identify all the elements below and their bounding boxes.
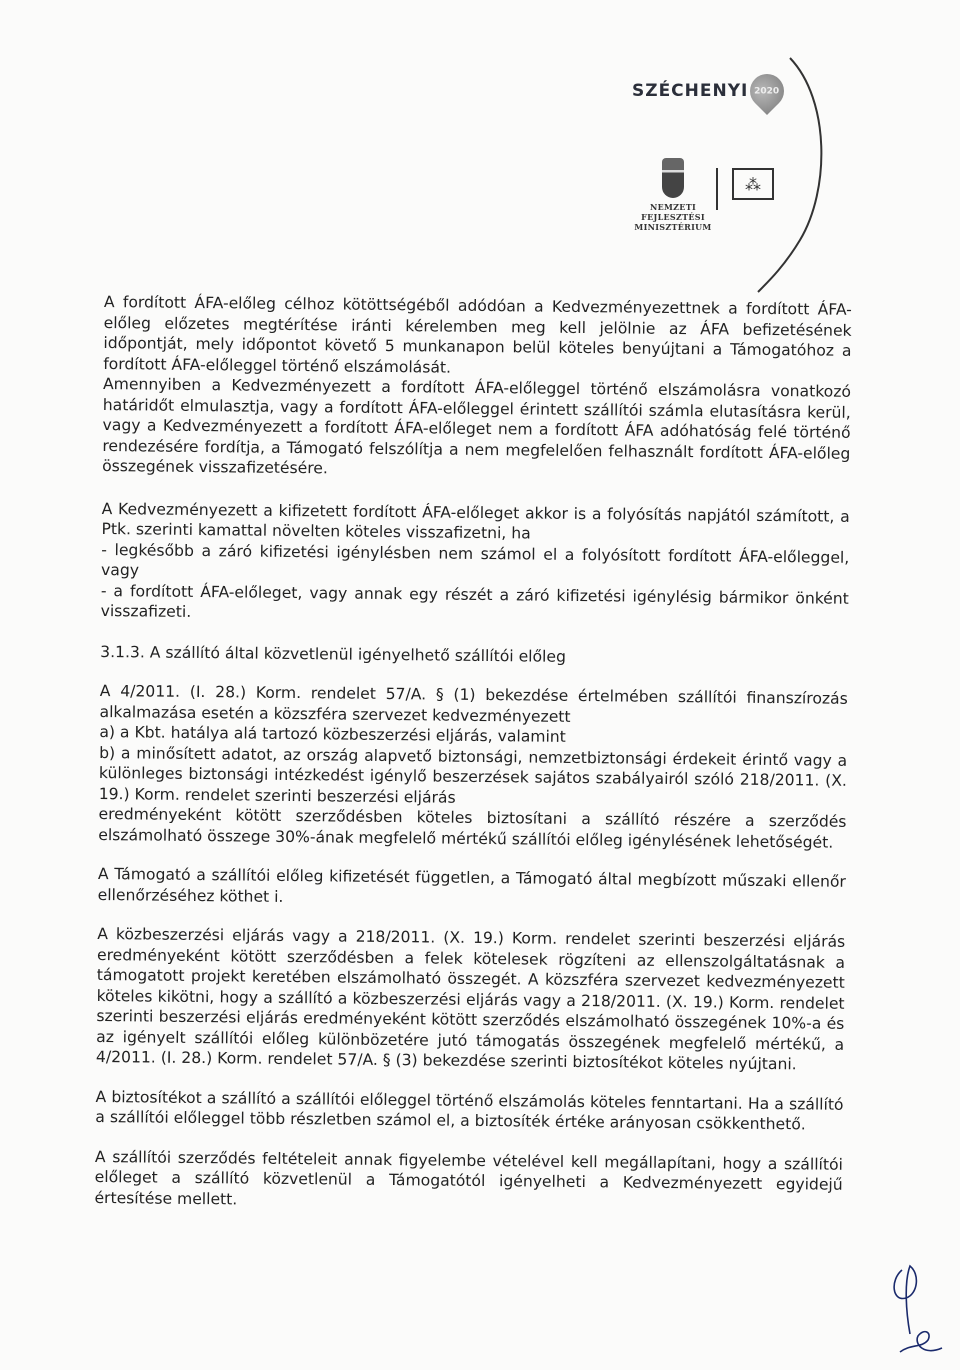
eu-flag-icon: ⁂ [732, 168, 774, 200]
handwritten-initials [880, 1252, 950, 1362]
list-item-voluntary-repayment: - a fordított ÁFA-előleget, vagy annak egy részét a záró kifizetési igénylésig bármikor önként visszafizeti. [100, 581, 849, 621]
paragraph-technical-inspector: A Támogató a szállítói előleg kifizetését független, a Támogató által megbízott műszaki ellenőr ellenőrzéséhez köthet i. [97, 864, 846, 906]
paragraph-contract-advance: eredményeként kötött szerződésben köteles biztosítani a szállító részére a szerződés elszámolható összege 30%-ának megfelelő mértékű szállítói előleg igénylésének lehetőségét. [98, 804, 847, 852]
ministry-name-line2: MINISZTÉRIUM [634, 222, 712, 232]
map-pin-icon [743, 67, 791, 115]
ministry-name-line1: NEMZETI FEJLESZTÉSI [641, 202, 705, 222]
paragraph-guarantee-obligation: A közbeszerzési eljárás vagy a 218/2011. (X. 19.) Korm. rendelet szerinti beszerzési eljárás eredményeként kötött szerződésben a felek kötelesek rögzíteni az ellenszolgáltatásnak a támogatott projekt keretében elszámolható összegét. A közszféra szervezet kedvezményezett köteles kikötni, hogy a szállító a közbeszerzési eljárás vagy a 218/2011. (X. 19.) Korm. rendelet szerinti beszerzési eljárás eredményeként kötött szerződés elszámolható összegének 10%-a és az igényelt szállítói előleg különbözetére jutó támogatás összegének megfelelő mértékű, a 4/2011. (I. 28.) Korm. rendelet 57/A. § (3) bekezdése szerinti biztosítékot köteles nyújtani. [95, 924, 846, 1074]
document-body [94, 292, 852, 1216]
logo-divider [716, 168, 718, 210]
ministry-name [618, 202, 728, 232]
program-year: 2020 [754, 86, 780, 96]
section-heading: 3.1.3. A szállító által közvetlenül igényelhető szállítói előleg [100, 642, 567, 666]
szechenyi-wordmark: SZÉCHENYI [632, 81, 749, 101]
paragraph-guarantee-maintenance: A biztosítékot a szállító a szállítói előleggel történő elszámolás köteles fenntartani. Ha a szállító a szállítói előleggel több részletben számol el, a biztosíték értéke arányosan csökkenthető. [95, 1087, 844, 1134]
coat-of-arms-icon [662, 158, 684, 198]
list-item-a: a) a Kbt. hatálya alá tartozó közbeszerzési eljárás, valamint [99, 722, 566, 746]
list-item-b: b) a minősített adatot, az ország alapvető biztonsági, nemzetbiztonsági érdekeit érintő vagy a különleges biztonsági intézkedést igénylő beszerzések sajátos szabályairól szóló 218/2011. (X. 19.) Korm. rendelet szerinti beszerzési eljárás [98, 743, 848, 807]
list-item-final-claim: - legkésőbb a záró kifizetési igénylésben nem számol el a folyósított fordított ÁFA-előleggel, vagy [100, 540, 850, 580]
ministry-logo [618, 158, 728, 232]
paragraph-decree-reference: A 4/2011. (I. 28.) Korm. rendelet 57/A. § (1) bekezdése értelmében szállítói finanszírozás alkalmazása esetén a közszféra szervezet kedvezményezett [99, 681, 848, 726]
szechenyi-logo [632, 74, 784, 108]
paragraph-afa-advance-deadline: A fordított ÁFA-előleg célhoz kötöttségéből adódóan a Kedvezményezettnek a fordított ÁFA-előleg előzetes megtérítése iránti kérelemben meg kell jelölnie az ÁFA befizetésének időpontját, mely időpontot követő 5 munkanapon belül köteles benyújtani a Támogatóhoz a fordított ÁFA-előleggel történő elszámolását. [103, 292, 852, 377]
paragraph-supplier-contract-terms: A szállítói szerződés feltételeit annak figyelembe vételével kell megállapítani, hogy a szállítói előleget a szállító közvetlenül a Támogatótól igényelheti a Kedvezményezett egyidejű értesítése mellett. [94, 1147, 844, 1208]
paragraph-afa-advance-repayment: Amennyiben a Kedvezményezett a fordított ÁFA-előleggel történő elszámolásra vonatkozó határidőt elmulasztja, vagy a fordított ÁFA-előleggel érintett szállítói számla elutasításra kerül, vagy a Kedvezményezett a fordított ÁFA-előleget nem a fordított ÁFA adóhatóság felé történő rendezésére fordítja, a Támogató felszólítja a nem megfelelően felhasznált fordított ÁFA-előleg összegének visszafizetésére. [102, 374, 852, 478]
paragraph-interest-repayment: A Kedvezményezett a kifizetett fordított ÁFA-előleget akkor is a folyósítás napjától számított, a Ptk. szerinti kamattal növelten köteles visszafizetni, ha [101, 499, 850, 543]
